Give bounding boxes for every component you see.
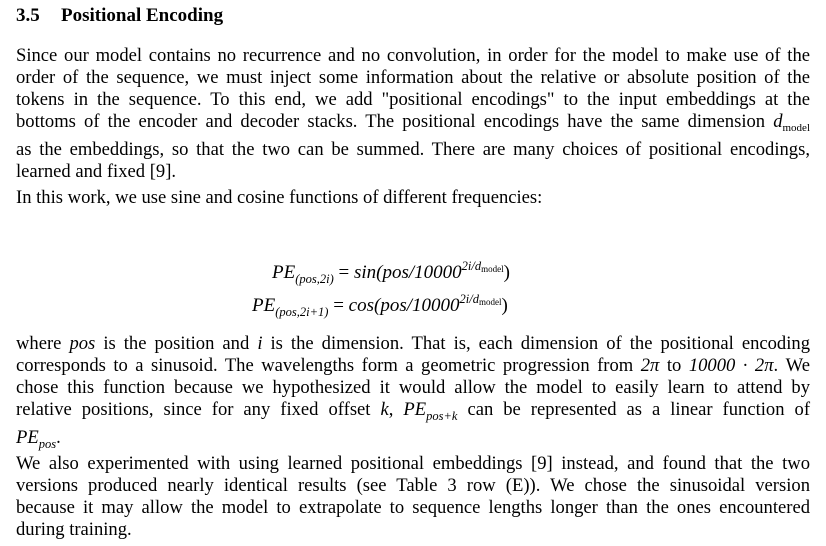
section-heading [16,5,223,27]
text-line: relative positions, since for any fixed offset k, $PE_{pos+k}$ can be represented as a linear function of [16,399,811,423]
text-line: order of the sequence, we must inject some information about the relative or absolute position of the [16,67,810,88]
text-line: during training. [16,519,132,540]
text-line: bottoms of the encoder and decoder stacks. The positional encodings have the same dimension $d_{model}$ [16,111,810,134]
section-number: 3.5 [16,5,40,26]
paragraph-2 [16,187,810,209]
text-line: because it may allow the model to extrapolate to sequence lengths longer than the ones encountered [16,497,810,518]
text-line: tokens in the sequence. To this end, we add "positional encodings" to the input embeddings at the [16,89,810,110]
paragraph-3 [16,333,810,455]
math-wavelength-max: 10000 · 2π [688,355,774,376]
section-title: Positional Encoding [61,5,224,26]
text-line: where pos is the position and i is the dimension. That is, each dimension of the positional encoding [16,333,810,354]
text-line: In this work, we use sine and cosine functions of different frequencies: [16,187,543,208]
text-line: chose this function because we hypothesized it would allow the model to easily learn to attend by [16,377,810,398]
math-pos: pos [69,333,96,354]
math-pe-pos-k: $PE_{pos+k}$ [403,399,458,423]
text-line: corresponds to a sinusoid. The wavelengths form a geometric progression from 2π to 10000 · 2π. We [16,355,810,376]
text-line: $PE_{pos}$. [16,427,61,451]
math-k: k [380,399,389,420]
equation-sin: $PE_{(pos,2i)} = \sin(pos/10000^{2i/dmodel})$ [272,259,510,286]
text-line: Since our model contains no recurrence and no convolution, in order for the model to make use of the [16,45,810,66]
text-line: versions produced nearly identical results (see Table 3 row (E)). We chose the sinusoidal version [16,475,810,496]
text-line: as the embeddings, so that the two can be summed. There are many choices of positional encodings, [16,139,810,160]
math-d-model: $d_{model}$ [773,111,810,134]
paragraph-1 [16,45,810,183]
paragraph-4 [16,453,810,541]
math-i: i [257,333,263,354]
text-line: We also experimented with using learned positional embeddings [9] instead, and found that the two [16,453,810,474]
math-pe-pos: $PE_{pos}$ [16,427,57,451]
text-line: learned and fixed [9]. [16,161,177,182]
equation-cos: $PE_{(pos,2i+1)} = \cos(pos/10000^{2i/dmodel})$ [252,292,508,319]
math-2pi: 2π [640,355,660,376]
